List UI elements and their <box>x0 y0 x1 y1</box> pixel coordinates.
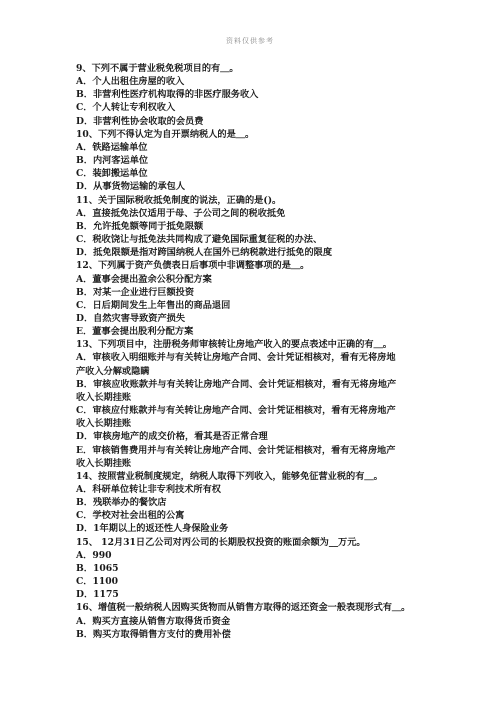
text-line: A．董事会提出盈余公积分配方案 <box>76 273 212 285</box>
text-line: C．个人转让专利权收入 <box>76 102 176 114</box>
text-line: 收入长期挂账 <box>76 418 132 430</box>
text-line: 15、 12月31日乙公司对丙公司的长期股权投资的账面余额为__万元。 <box>76 536 366 548</box>
text-line: A．990 <box>76 549 112 561</box>
text-line: A．直接抵免法仅适用于母、子公司之间的税收抵免 <box>76 207 286 219</box>
text-line: 16、增值税一般纳税人因购买货物而从销售方取得的返还资金一般表现形式有＿。 <box>76 602 411 614</box>
text-line: D．非营利性协会收取的会员费 <box>76 115 204 127</box>
text-line: B．购买方取得销售方支付的费用补偿 <box>76 628 231 640</box>
text-line: D．自然灾害导致资产损失 <box>76 312 186 324</box>
text-line: B．内河客运单位 <box>76 155 149 167</box>
text-line: B．对某一企业进行巨额投资 <box>76 286 195 298</box>
text-line: A．个人出租住房屋的收入 <box>76 76 185 88</box>
text-line: D．从事货物运输的承包人 <box>76 181 186 193</box>
text-line: D．1年期以上的返还性人身保险业务 <box>76 523 229 535</box>
text-line: 收入长期挂账 <box>76 457 132 469</box>
text-line: B．审核应收账款并与有关转让房地产合同、会计凭证相核对，看有无将房地产 <box>76 378 397 390</box>
document-body <box>76 62 436 641</box>
text-line: C．装卸搬运单位 <box>76 168 148 180</box>
text-line: 11、关于国际税收抵免制度的说法，正确的是()。 <box>76 194 282 206</box>
text-line: B．允许抵免额等同于抵免限额 <box>76 220 204 232</box>
text-line: 10、下列不得认定为自开票纳税人的是＿。 <box>76 128 255 140</box>
text-line: B．残联举办的餐饮店 <box>76 497 167 509</box>
text-line: C．日后期间发生上年售出的商品退回 <box>76 299 231 311</box>
text-line: 12、下列属于资产负债表日后事项中非调整事项的是＿。 <box>76 260 310 272</box>
text-line: 收入长期挂账 <box>76 391 132 403</box>
text-line: B．1065 <box>76 562 119 574</box>
text-line: E．审核销售费用并与有关转让房地产合同、会计凭证相核对，看有无将房地产 <box>76 444 396 456</box>
text-line: A．审核收入明细账并与有关转让房地产合同、会计凭证相核对，看有无将房地 <box>76 352 396 364</box>
text-line: C．审核应付账款并与有关转让房地产合同、会计凭证相核对，看有无将房地产 <box>76 405 396 417</box>
text-line: 13、下列项目中，注册税务师审核转让房地产收入的要点表述中正确的有＿。 <box>76 339 392 351</box>
text-line: E．董事会提出股利分配方案 <box>76 326 194 338</box>
text-line: 9、下列不属于营业税免税项目的有＿。 <box>76 63 239 74</box>
text-line: D．1175 <box>76 589 119 601</box>
text-line: D．抵免限额是指对跨国纳税人在国外已纳税款进行抵免的限度 <box>76 247 333 259</box>
text-line: C．税收饶让与抵免法共同构成了避免国际重复征税的办法、 <box>76 234 323 246</box>
text-line: 14、按照营业税制度规定，纳税人取得下列收入，能够免征营业税的有＿。 <box>76 470 383 482</box>
text-line: A．购买方直接从销售方取得货币资金 <box>76 615 231 627</box>
text-line: C．1100 <box>76 576 119 588</box>
text-line: A．科研单位转让非专利技术所有权 <box>76 484 221 495</box>
text-line: A．铁路运输单位 <box>76 141 148 153</box>
text-line: B．非营利性医疗机构取得的非医疗服务收入 <box>76 89 259 101</box>
text-line: C．学校对社会出租的公寓 <box>76 510 185 522</box>
text-line: D．审核房地产的成交价格，看其是否正常合理 <box>76 431 268 443</box>
page-header: 资料仅供参考 <box>226 37 274 45</box>
text-line: 产收入分解或隐瞒 <box>76 365 150 377</box>
